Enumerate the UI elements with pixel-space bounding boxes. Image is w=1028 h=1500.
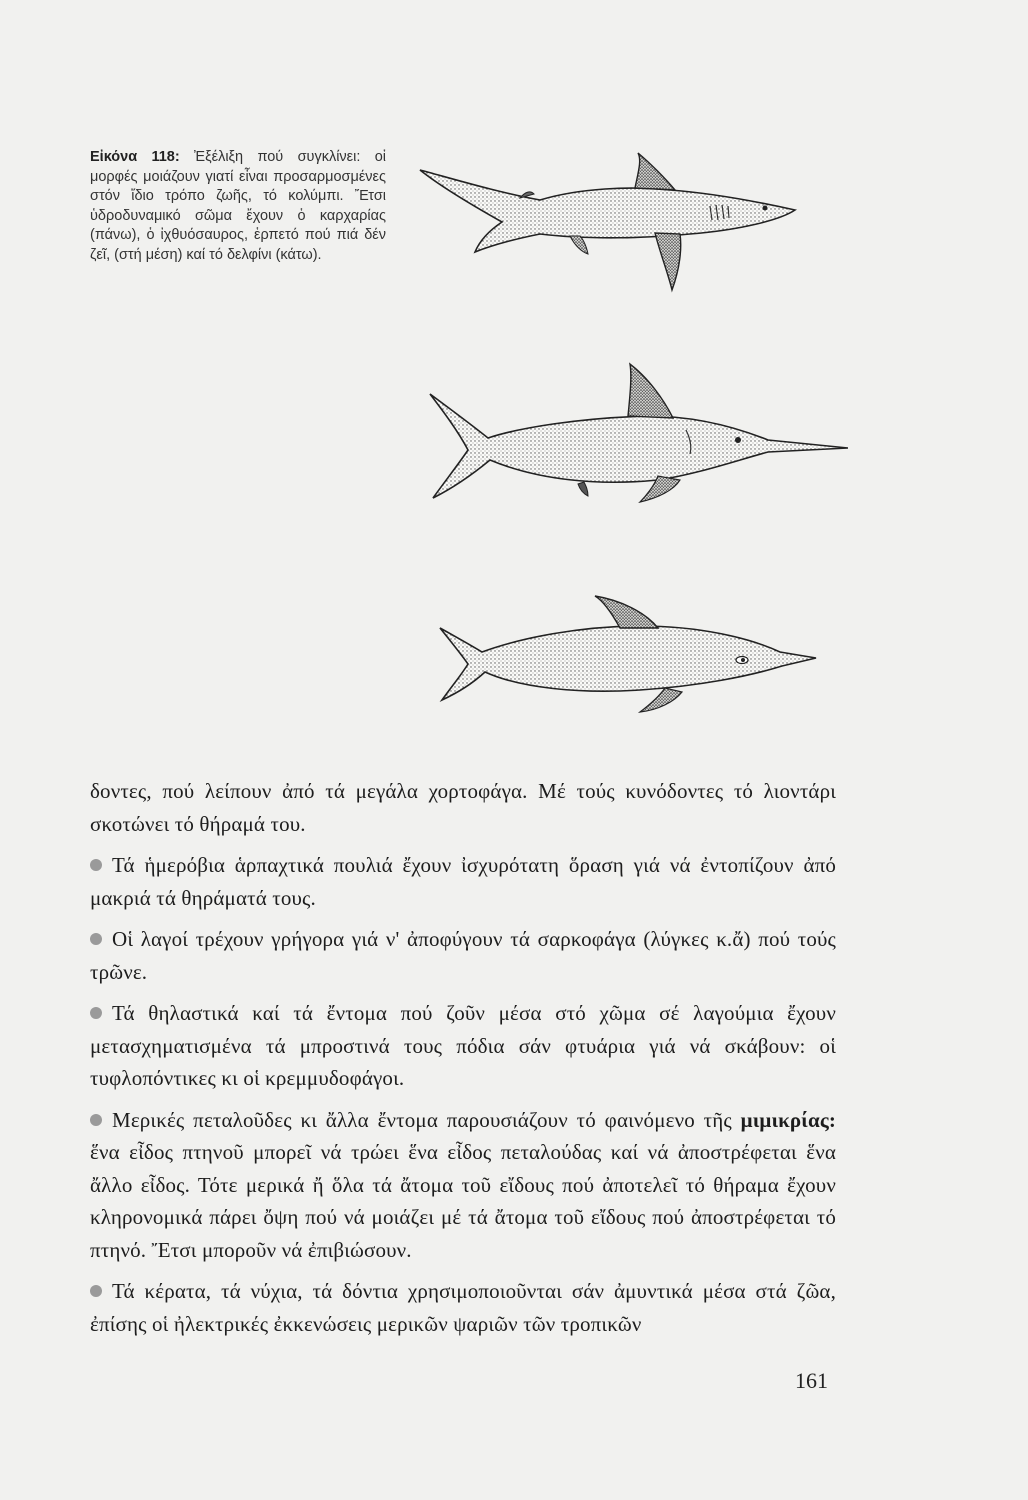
paragraph-text: Τά ἡμερόβια ἁρπαχτικά πουλιά ἔχουν ἰσχυρότατη ὅραση γιά νά ἐντοπίζουν ἀπό μακριά τά θηράματά τους. [90,853,836,910]
shark-illustration [410,148,805,298]
ichthyosaur-illustration [418,356,848,516]
paragraph-defense [90,1275,836,1340]
paragraph-text: Οἱ λαγοί τρέχουν γρήγορα γιά ν' ἀποφύγουν τά σαρκοφάγα (λύγκες κ.ἄ) πού τούς τρῶνε. [90,927,836,984]
page-number: 161 [795,1368,828,1393]
paragraph-hares [90,923,836,988]
figure-caption [90,148,386,265]
paragraph-mimicry [90,1104,836,1267]
dolphin-illustration [430,590,825,720]
bullet-icon [90,1285,102,1297]
paragraph-raptors [90,849,836,914]
caption-label: Εἰκόνα 118: [90,149,180,165]
paragraph-text: Μερικές πεταλοῦδες κι ἄλλα ἔντομα παρουσιάζουν τό φαινόμενο τῆς [112,1107,741,1132]
paragraph-text: Τά θηλαστικά καί τά ἔντομα πού ζοῦν μέσα στό χῶμα σέ λαγούμια ἔχουν μετασχηματισμένα τά μπροστινά τους πόδια σάν φτυάρια γιά νά σκάβουν: οἱ τυφλοπόντικες κι οἱ κρεμμυδοφάγοι. [90,1001,836,1090]
paragraph-text: Τά κέρατα, τά νύχια, τά δόντια χρησιμοποιοῦνται σάν ἀμυντικά μέσα στά ζῶα, ἐπίσης οἱ ἠλεκτρικές ἐκκενώσεις μερικῶν ψαριῶν τῶν τροπικῶν [90,1279,836,1336]
caption-text: Ἐξέλιξη πού συγκλίνει: οἱ μορφές μοιάζουν γιατί εἶναι προσαρμοσμένες στόν ἴδιο τρόπο ζωῆς, τό κολύμπι. Ἔτσι ὑδροδυναμικό σῶμα ἔχουν ὁ καρχαρίας (πάνω), ὁ ἰχθυόσαυρος, ἑρπετό πού πιά δέν ζεῖ, (στή μέση) καί τό δελφίνι (κάτω). [90,149,386,263]
paragraph-text: ἕνα εἶδος πτηνοῦ μπορεῖ νά τρώει ἕνα εἶδος πεταλούδας καί νά ἀποστρέφεται ἕνα ἄλλο εἶδος. Τότε μερικά ἤ ὅλα τά ἄτομα τοῦ εἴδους πού ἀποτελεῖ τό θήραμα ἔχουν κληρονομικά πάρει ὄψη πού νά μοιάζει μέ τά ἄτομα τοῦ εἴδους πού ἀποστρέφεται τό πτηνό. Ἔτσι μποροῦν νά ἐπιβιώσουν. [90,1140,836,1262]
bullet-icon [90,933,102,945]
paragraph-burrowers [90,997,836,1095]
main-text [90,775,836,1340]
paragraph-continuation [90,775,836,840]
paragraph-text: δοντες, πού λείπουν ἀπό τά μεγάλα χορτοφάγα. Μέ τούς κυνόδοντες τό λιοντάρι σκοτώνει τό θήραμά του. [90,779,836,836]
bullet-icon [90,859,102,871]
mimicry-term: μιμικρίας: [740,1107,836,1132]
bullet-icon [90,1114,102,1126]
bullet-icon [90,1007,102,1019]
